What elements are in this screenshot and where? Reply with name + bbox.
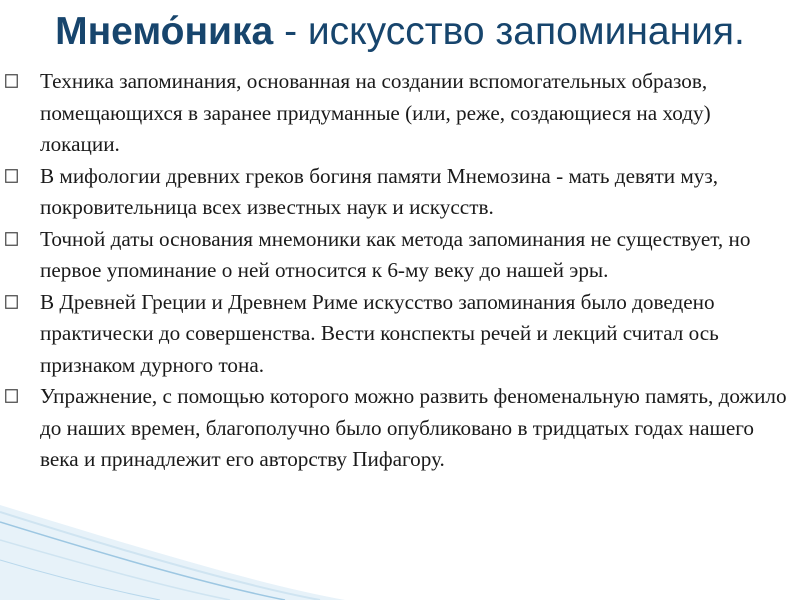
- bullet-text: В мифологии древних греков богиня памяти Мнемозина - мать девяти муз, покровительница всех известных наук и искусств.: [40, 163, 719, 219]
- box-marker-icon: [5, 74, 18, 88]
- box-marker-icon: [5, 295, 18, 309]
- bullet-item: [0, 161, 790, 224]
- bullet-item: [0, 224, 790, 287]
- box-marker-icon: [5, 169, 18, 183]
- bullet-list: [0, 66, 790, 476]
- bullet-item: [0, 381, 790, 476]
- bullet-item: [0, 287, 790, 382]
- bullet-text: Упражнение, с помощью которого можно развить феноменальную память, дожило до наших времен, благополучно было опубликовано в тридцатых годах нашего века и принадлежит его авторству Пифагору.: [40, 384, 787, 471]
- title-definition: - искусство запоминания.: [273, 10, 745, 53]
- box-marker-icon: [5, 389, 18, 403]
- box-marker-icon: [5, 232, 18, 246]
- bullet-text: В Древней Греции и Древнем Риме искусство запоминания было доведено практически до совершенства. Вести конспекты речей и лекций считал ось признаком дурного тона.: [40, 289, 719, 377]
- bullet-text: Точной даты основания мнемоники как метода запоминания не существует, но первое упоминание о ней относится к 6-му веку до нашей эры.: [40, 226, 751, 282]
- bullet-item: [0, 66, 790, 161]
- bullet-text: Техника запоминания, основанная на создании вспомогательных образов, помещающихся в заранее придуманные (или, реже, создающиеся на ходу) локации.: [40, 69, 711, 156]
- slide-title: [0, 6, 800, 58]
- title-term: Мнемо́ника: [55, 10, 274, 53]
